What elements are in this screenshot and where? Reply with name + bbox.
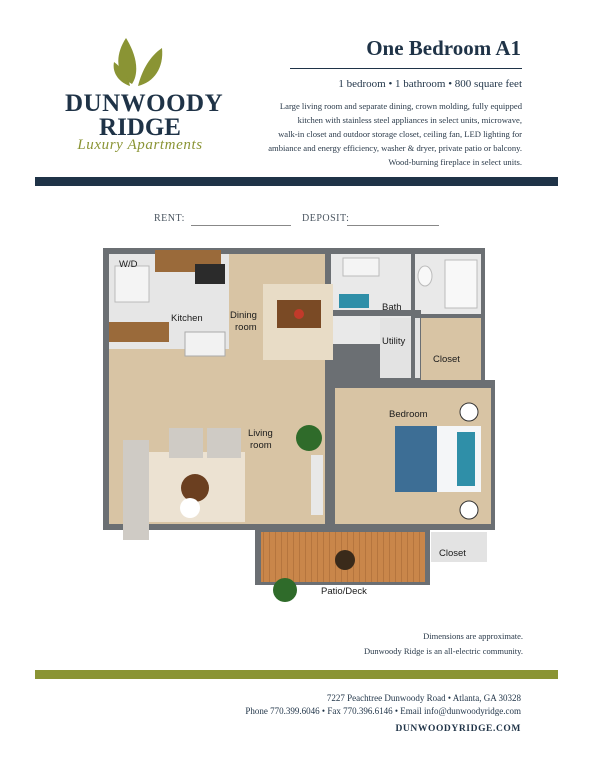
nightstand-lamp	[460, 403, 478, 421]
page-title: One Bedroom A1	[366, 36, 521, 60]
room-label-wd: W/D	[119, 259, 138, 270]
armchair	[169, 428, 203, 458]
nightstand-lamp	[460, 501, 478, 519]
floorplan-illustration	[95, 240, 500, 620]
toilet	[418, 266, 432, 286]
description-line: Wood-burning fireplace in select units.	[388, 157, 522, 167]
bath-rug	[339, 294, 369, 308]
leaf-icon	[112, 34, 164, 86]
pillows	[457, 432, 475, 486]
rent-field	[191, 225, 291, 226]
stove	[195, 264, 225, 284]
contact-info: Phone 770.399.6046 • Fax 770.396.6146 • Email info@dunwoodyridge.com	[245, 706, 521, 716]
plan-stats: 1 bedroom • 1 bathroom • 800 square feet	[338, 78, 522, 90]
room-label-patio: Patio/Deck	[321, 586, 367, 597]
ottoman	[180, 498, 200, 518]
patio-table	[335, 550, 355, 570]
deposit-label: DEPOSIT:	[302, 213, 350, 224]
bathtub	[445, 260, 477, 308]
footer-divider-band	[35, 670, 558, 679]
patio-plant	[273, 578, 297, 602]
plant	[296, 425, 322, 451]
tv-console	[311, 455, 323, 515]
electric-note: Dunwoody Ridge is an all-electric community.	[363, 646, 523, 656]
website-link[interactable]: DUNWOODYRIDGE.COM	[395, 724, 521, 734]
rent-label: RENT:	[154, 213, 185, 224]
room-label-dining-room: room	[235, 322, 257, 333]
plan-description	[262, 99, 522, 169]
room-label-bedroom: Bedroom	[389, 409, 428, 420]
dimensions-note: Dimensions are approximate.	[423, 631, 523, 641]
room-label-closet: Closet	[433, 354, 460, 365]
description-line: Large living room and separate dining, crown molding, fully equipped	[279, 101, 522, 111]
description-line: ambiance and energy efficiency, washer & dryer, private patio or balcony.	[268, 143, 522, 153]
room-label-living: Living	[248, 428, 273, 439]
address: 7227 Peachtree Dunwoody Road • Atlanta, GA 30328	[326, 693, 521, 703]
description-line: walk-in closet and outdoor storage closet, ceiling fan, LED lighting for	[278, 129, 522, 139]
washer-dryer	[115, 266, 149, 302]
header-divider-band	[35, 177, 558, 186]
room-label-kitchen: Kitchen	[171, 313, 203, 324]
room-label-dining: Dining	[230, 310, 257, 321]
brand-name-line1: DUNWOODY	[65, 90, 224, 117]
brand-name-line2: RIDGE	[99, 114, 181, 141]
room-label-living-room: room	[250, 440, 272, 451]
room-label-bath: Bath	[382, 302, 402, 313]
vanity	[343, 258, 379, 276]
room-label-closet-patio: Closet	[439, 548, 466, 559]
room-label-utility: Utility	[382, 336, 406, 347]
closet-floor	[421, 318, 481, 380]
title-divider	[290, 68, 522, 69]
bed-blanket	[395, 426, 437, 492]
coffee-table	[181, 474, 209, 502]
description-line: kitchen with stainless steel appliances in select units, microwave,	[297, 115, 522, 125]
armchair	[207, 428, 241, 458]
brand-tagline: Luxury Apartments	[77, 137, 203, 153]
counter	[109, 322, 169, 342]
sofa	[123, 440, 149, 540]
deposit-field	[347, 225, 439, 226]
sink-counter	[185, 332, 225, 356]
